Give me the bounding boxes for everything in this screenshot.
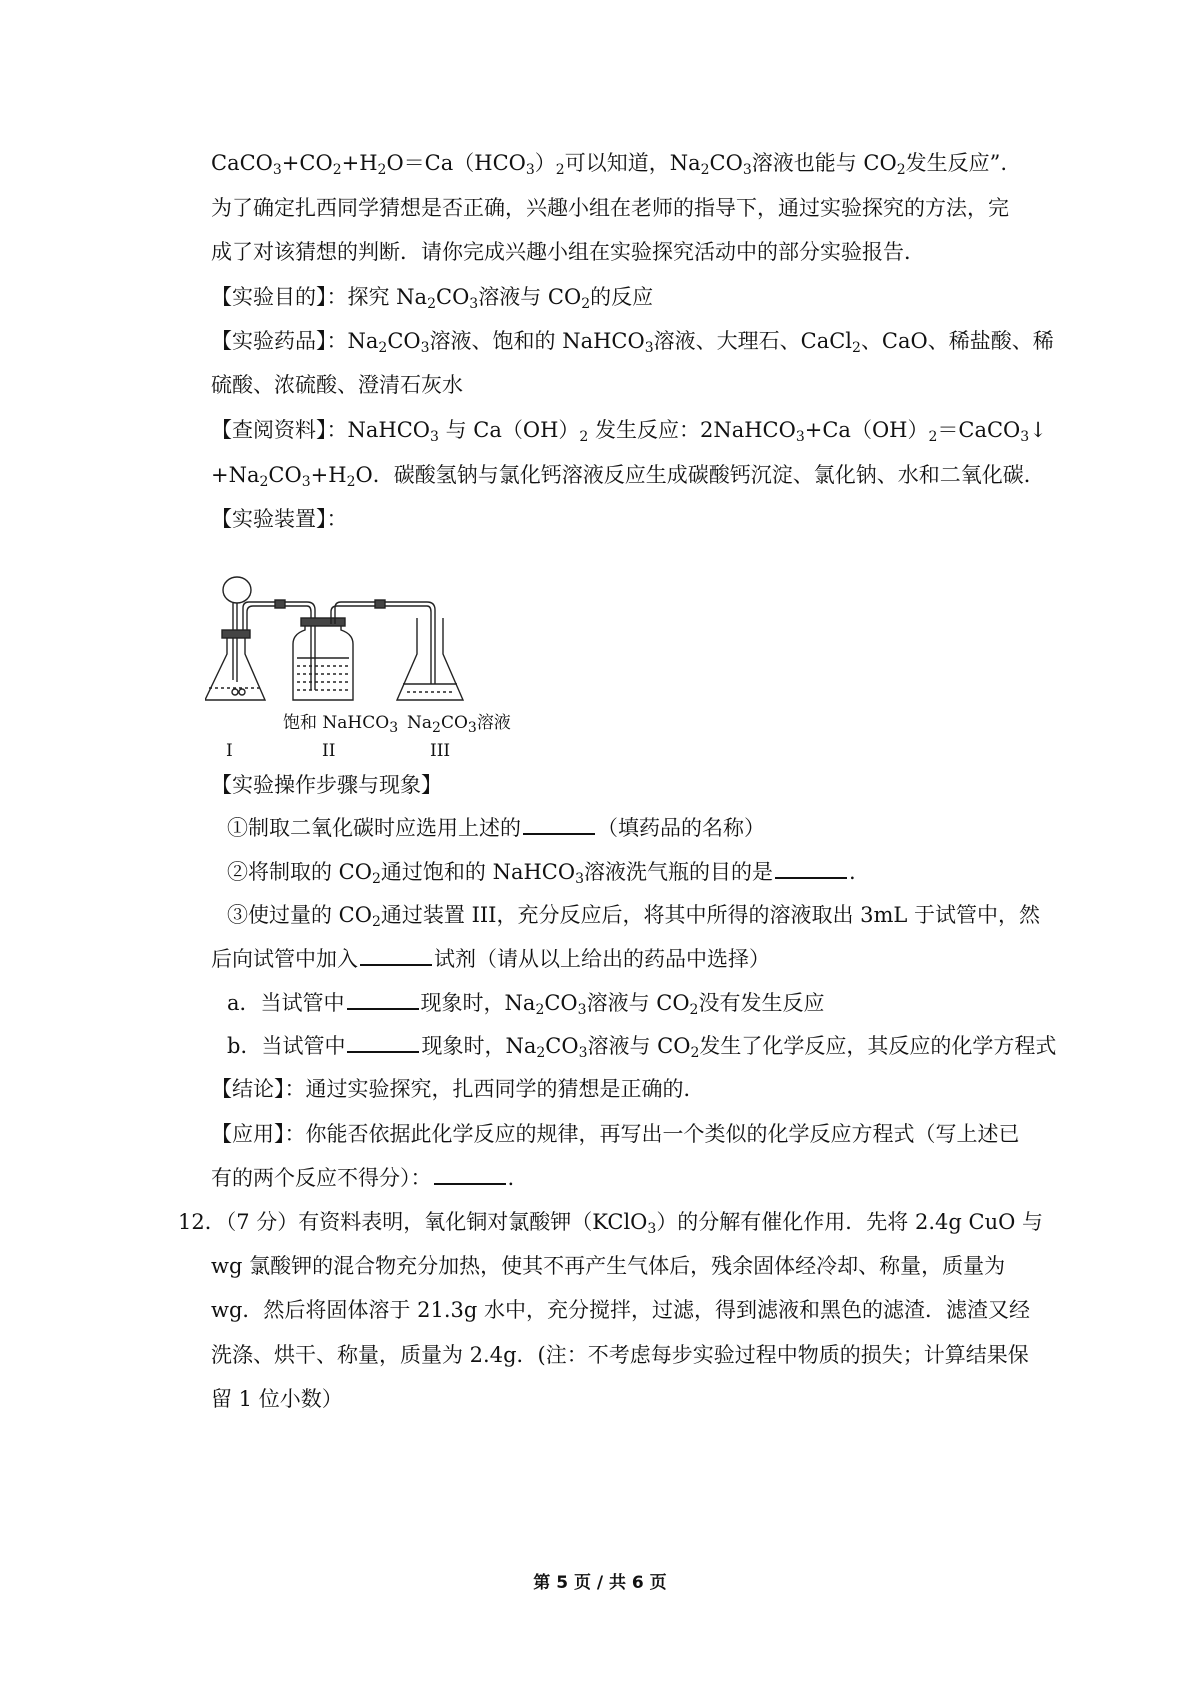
- stopper-2: [301, 618, 345, 626]
- label-bottle-2: 饱和 NaHCO$_3$: [283, 713, 399, 736]
- page-footer: 第 5 页 / 共 6 页: [533, 1573, 667, 1593]
- experiment-purpose: 【实验目的】：探究 $Na_2CO_3$溶液与 $CO_2$的反应: [211, 285, 654, 312]
- answer-blank[interactable]: [523, 815, 595, 835]
- label-I: I: [226, 741, 233, 761]
- label-flask-3: $Na_2CO_3$溶液: [407, 713, 511, 736]
- step-2: ②将制取的 $CO_2$通过饱和的 NaHCO$_3$溶液洗气瓶的目的是 .: [227, 860, 856, 887]
- question-12-line: wg 氯酸钾的混合物充分加热，使其不再产生气体后，残余固体经冷却、称量，质量为: [211, 1254, 1006, 1278]
- tube-1-2: [243, 602, 315, 690]
- question-12: 12．（7 分）有资料表明，氧化铜对氯酸钾（KClO$_3$）的分解有催化作用．先将 2.4g CuO 与: [178, 1210, 1043, 1237]
- application-cont: 有的两个反应不得分）： .: [211, 1166, 515, 1190]
- separatory-funnel-bulb: [223, 577, 251, 603]
- conclusion: 【结论】：通过实验探究，扎西同学的猜想是正确的．: [211, 1077, 705, 1101]
- question-12-line: wg．然后将固体溶于 21.3g 水中，充分搅拌，过滤，得到滤液和黑色的滤渣．滤渣又经: [211, 1298, 1030, 1322]
- label-III: III: [430, 741, 451, 761]
- stopper-1: [222, 630, 250, 638]
- reference-info-cont: $+Na_2CO_3+H_2O$．碳酸氢钠与氯化钙溶液反应生成碳酸钙沉淀、氯化钠、水和二氧化碳．: [211, 463, 1045, 490]
- paragraph-line: 为了确定扎西同学猜想是否正确，兴趣小组在老师的指导下，通过实验探究的方法，完: [211, 196, 1009, 220]
- paragraph-line: 成了对该猜想的判断．请你完成兴趣小组在实验探究活动中的部分实验报告．: [211, 240, 925, 264]
- step-3-cont: 后向试管中加入 试剂（请从以上给出的药品中选择）: [211, 947, 770, 971]
- answer-blank[interactable]: [434, 1165, 506, 1185]
- application: 【应用】：你能否依据此化学反应的规律，再写出一个类似的化学反应方程式（写上述已: [211, 1122, 1020, 1146]
- answer-blank[interactable]: [775, 859, 847, 879]
- wash-bottle-2: [293, 624, 353, 700]
- step-b: b．当试管中 现象时，$Na_2CO_3$溶液与 $CO_2$发生了化学反应，其反应的化学方程式: [227, 1034, 1057, 1061]
- steps-heading: 【实验操作步骤与现象】: [211, 773, 442, 797]
- flask-1: [205, 634, 265, 700]
- device-heading: 【实验装置】：: [211, 507, 348, 531]
- experiment-drugs-cont: 硫酸、浓硫酸、澄清石灰水: [211, 373, 463, 397]
- question-12-line: 洗涤、烘干、称量，质量为 2.4g．(注：不考虑每步实验过程中物质的损失；计算结果保: [211, 1343, 1029, 1367]
- flask-3: [397, 618, 463, 700]
- answer-blank[interactable]: [360, 946, 432, 966]
- experiment-drugs: 【实验药品】：$Na_2CO_3$溶液、饱和的 NaHCO$_3$溶液、大理石、CaCl$_2$、CaO、稀盐酸、稀: [211, 329, 1054, 356]
- label-II: II: [322, 741, 336, 761]
- question-12-line: 留 1 位小数）: [211, 1387, 343, 1411]
- step-a: a．当试管中 现象时，$Na_2CO_3$溶液与 $CO_2$没有发生反应: [227, 991, 825, 1018]
- step-1: ①制取二氧化碳时应选用上述的 （填药品的名称）: [227, 816, 765, 840]
- step-3: ③使过量的 $CO_2$通过装置 III，充分反应后，将其中所得的溶液取出 3mL 于试管中，然: [227, 903, 1041, 930]
- tube-2-3: [335, 602, 435, 684]
- apparatus-diagram: [205, 572, 505, 712]
- equation-line: $CaCO_3+CO_2+H_2O=Ca(HCO_3)_2$可以知道，$Na_2CO_3$溶液也能与 $CO_2$发生反应”.: [211, 151, 1008, 178]
- answer-blank[interactable]: [347, 1033, 419, 1053]
- reference-info: 【查阅资料】：NaHCO$_3$ 与 $Ca(OH)_2$ 发生反应：$2NaHCO_3+Ca(OH)_2=CaCO_3↓$: [211, 418, 1047, 445]
- answer-blank[interactable]: [347, 990, 419, 1010]
